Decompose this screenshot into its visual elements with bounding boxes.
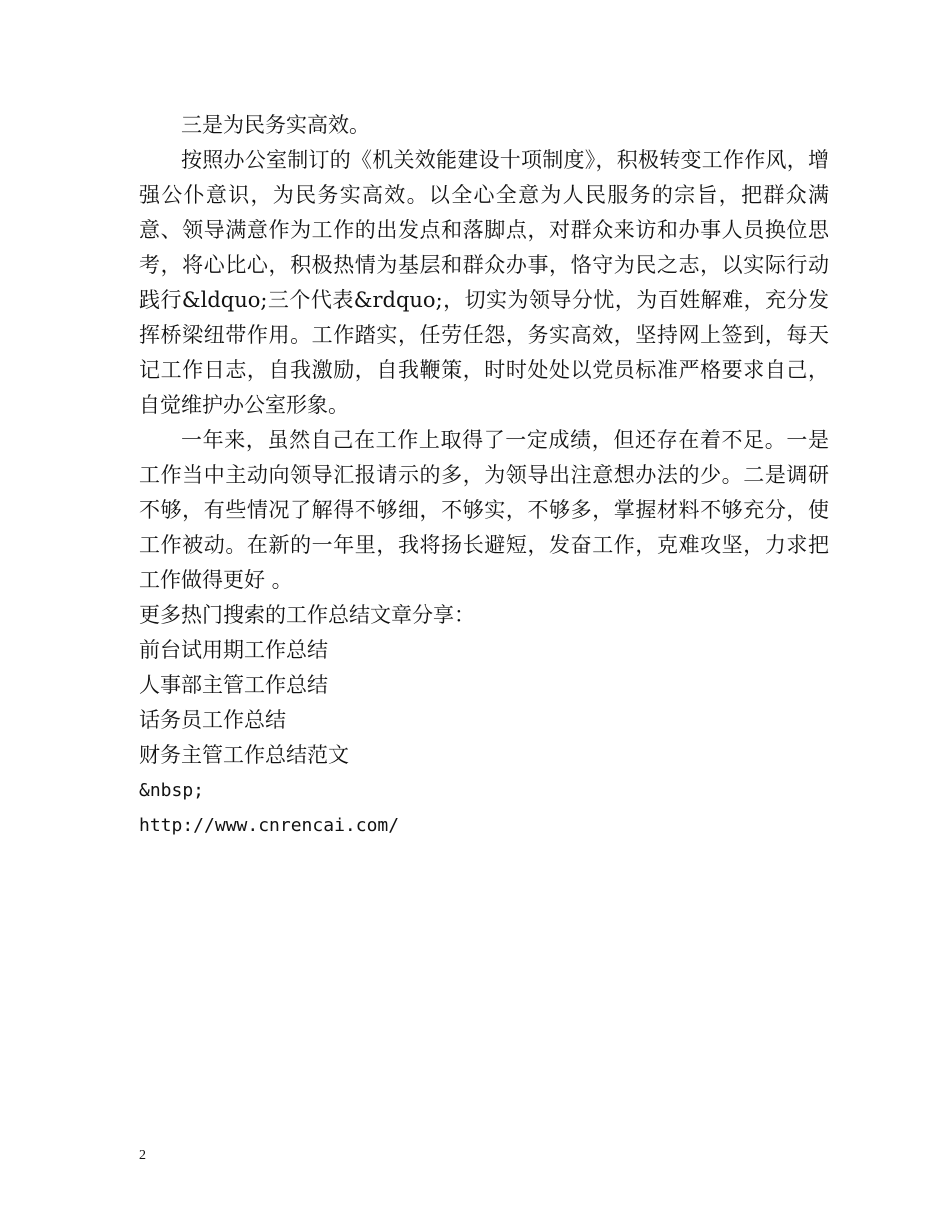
related-link-item[interactable]: 财务主管工作总结范文 [139,743,349,767]
paragraph-shortcomings: 一年来，虽然自己在工作上取得了一定成绩，但还存在着不足。一是工作当中主动向领导汇报请示的多，为领导出注意想办法的少。二是调研不够，有些情况了解得不够细，不够实，不够多，掌握材料不够充分，使工作被动。在新的一年里，我将扬长避短，发奋工作，克难攻坚，力求把工作做得更好 。 [139,428,829,592]
page-number: 2 [139,1148,146,1163]
related-link-item[interactable]: 前台试用期工作总结 [139,638,328,662]
related-link-item[interactable]: 话务员工作总结 [139,708,286,732]
document-body [139,108,829,843]
paragraph-heading: 三是为民务实高效。 [181,113,370,137]
source-url[interactable]: http://www.cnrencai.com/ [139,815,400,836]
more-articles-heading: 更多热门搜索的工作总结文章分享： [139,603,475,627]
related-link-item[interactable]: 人事部主管工作总结 [139,673,328,697]
nbsp-text: &nbsp; [139,780,205,801]
paragraph-work-style: 按照办公室制订的《机关效能建设十项制度》，积极转变工作作风，增强公仆意识，为民务实高效。以全心全意为人民服务的宗旨，把群众满意、领导满意作为工作的出发点和落脚点，对群众来访和办事人员换位思考，将心比心，积极热情为基层和群众办事，恪守为民之志，以实际行动践行&ldquo;三个代表&rdquo;，切实为领导分忧，为百姓解难，充分发挥桥梁纽带作用。工作踏实，任劳任怨，务实高效，坚持网上签到，每天记工作日志，自我激励，自我鞭策，时时处处以党员标准严格要求自己，自觉维护办公室形象。 [139,148,829,417]
